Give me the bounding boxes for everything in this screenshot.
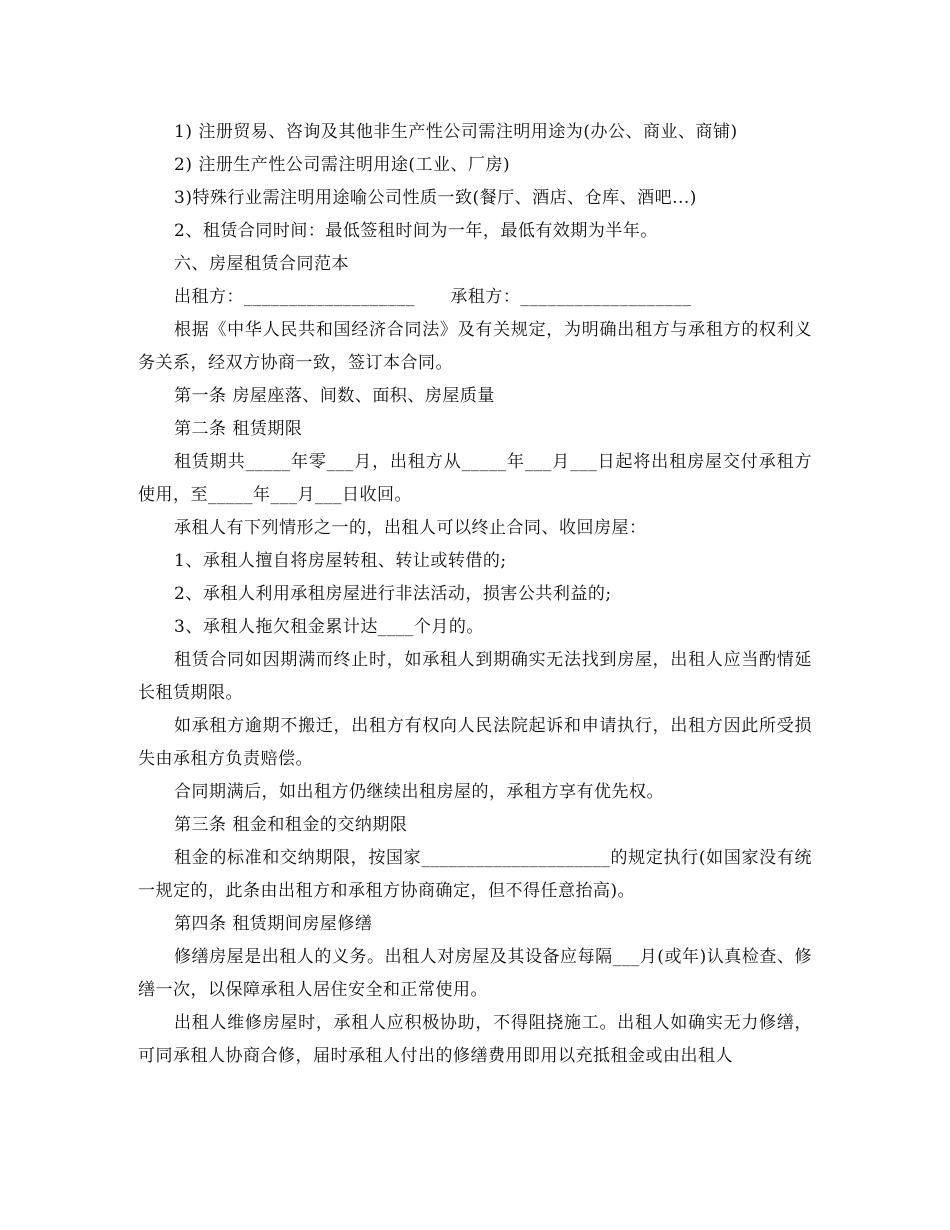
paragraph-priority: 合同期满后，如出租方仍继续出租房屋的，承租方享有优先权。 <box>174 782 664 802</box>
termination-item-2: 2、承租人利用承租房屋进行非法活动，损害公共利益的; <box>174 584 612 604</box>
paragraph-extension: 租赁合同如因期满而终止时，如承租人到期确实无法找到房屋，出租人应当酌情延长租赁期限。 <box>138 650 812 703</box>
article-4-heading: 第四条 租赁期间房屋修缮 <box>174 914 373 934</box>
paragraph-termination-intro: 承租人有下列情形之一的，出租人可以终止合同、收回房屋： <box>174 518 647 538</box>
paragraph-repair-duty: 修缮房屋是出租人的义务。出租人对房屋及其设备应每隔___月(或年)认真检查、修缮一次，以保障承租人居住安全和正常使用。 <box>138 947 812 1000</box>
article-1-heading: 第一条 房屋座落、间数、面积、房屋质量 <box>174 386 495 406</box>
document-body <box>138 116 812 1073</box>
party-fields: 出租方：___________________ 承租方：___________________ <box>174 287 692 307</box>
paragraph-purpose-production: 2) 注册生产性公司需注明用途(工业、厂房) <box>174 155 511 175</box>
termination-item-1: 1、承租人擅自将房屋转租、转让或转借的; <box>174 551 507 571</box>
termination-item-3: 3、承租人拖欠租金累计达____个月的。 <box>174 617 484 637</box>
paragraph-preamble: 根据《中华人民共和国经济合同法》及有关规定，为明确出租方与承租方的权利义务关系，经双方协商一致，签订本合同。 <box>138 320 812 373</box>
paragraph-rent-standard: 租金的标准和交纳期限，按国家_____________________的规定执行(如国家没有统一规定的，此条由出租方和承租方协商确定，但不得任意抬高)。 <box>138 848 812 901</box>
article-2-heading: 第二条 租赁期限 <box>174 419 303 439</box>
paragraph-overdue: 如承租方逾期不搬迁，出租方有权向人民法院起诉和申请执行，出租方因此所受损失由承租方负责赔偿。 <box>138 716 812 769</box>
section-heading-contract-template: 六、房屋租赁合同范本 <box>174 254 349 274</box>
paragraph-repair-cooperation: 出租人维修房屋时，承租人应积极协助，不得阻挠施工。出租人如确实无力修缮，可同承租人协商合修，届时承租人付出的修缮费用即用以充抵租金或由出租人 <box>138 1013 812 1066</box>
paragraph-lease-term: 2、租赁合同时间：最低签租时间为一年，最低有效期为半年。 <box>174 221 658 241</box>
paragraph-lease-period: 租赁期共_____年零___月，出租方从_____年___月___日起将出租房屋交付承租方使用，至_____年___月___日收回。 <box>138 452 812 505</box>
paragraph-purpose-special: 3)特殊行业需注明用途喻公司性质一致(餐厅、酒店、仓库、酒吧...) <box>174 188 697 208</box>
paragraph-purpose-trade: 1) 注册贸易、咨询及其他非生产性公司需注明用途为(办公、商业、商铺) <box>174 122 738 142</box>
article-3-heading: 第三条 租金和租金的交纳期限 <box>174 815 408 835</box>
